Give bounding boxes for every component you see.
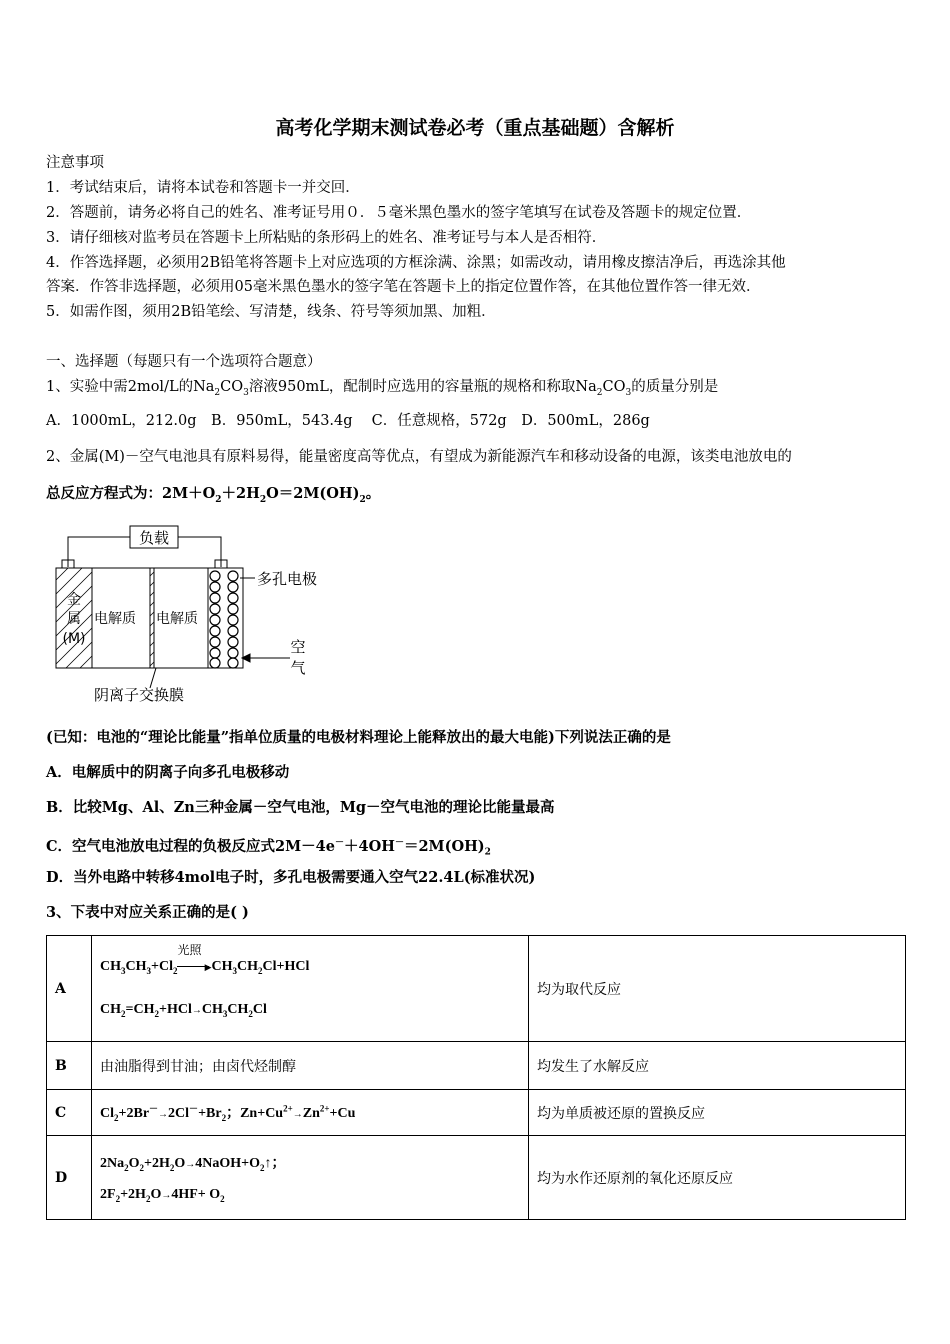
notice-item-3: 3．请仔细核对监考员在答题卡上所粘贴的条形码上的姓名、准考证号与本人是否相符． xyxy=(46,230,607,246)
row-label: B xyxy=(47,1042,92,1090)
page-title: 高考化学期末测试卷必考（重点基础题）含解析 xyxy=(275,117,675,139)
equation-c: $Cl_2+2Br^-\to 2Cl^-+Br_2$；$Zn+Cu^{2+}\to Zn^{2+}+Cu$ xyxy=(100,1103,356,1124)
metal-label xyxy=(62,592,85,647)
notice-item-4: 4．作答选择题，必须用2B铅笔将答题卡上对应选项的方框涂满、涂黑；如需改动，请用橡皮擦洁净后，再选涂其他 xyxy=(46,255,786,271)
svg-text:气: 气 xyxy=(290,659,306,677)
light-arrow: 光照 ▶ xyxy=(177,943,212,973)
membrane-label: 阴离子交换膜 xyxy=(94,686,185,704)
row-content xyxy=(92,1136,529,1220)
row-result: 均为单质被还原的置换反应 xyxy=(529,1090,906,1136)
electrolyte-left-label: 电解质 xyxy=(94,611,136,627)
q2-stem-line1: 2、金属(M)－空气电池具有原料易得，能量密度高等优点，有望成为新能源汽车和移动设备的电源，该类电池放电的 xyxy=(46,449,792,465)
q2-known: (已知：电池的“理论比能量”指单位质量的电极材料理论上能释放出的最大电能)下列说法正确的是 xyxy=(46,729,671,746)
row-result: 均为水作还原剂的氧化还原反应 xyxy=(529,1136,906,1220)
table-row xyxy=(47,1042,906,1090)
row-label: C xyxy=(47,1090,92,1136)
equation-a1: $CH_3CH_3+Cl_2$ 光照 ▶ $CH_3CH_2Cl+HCl$ xyxy=(100,943,310,976)
svg-text:金: 金 xyxy=(67,592,81,608)
table-row xyxy=(47,936,906,1042)
q2-stem-line2: 总反应方程式为：$2M+O_2+2H_2O=2M(OH)_2$。 xyxy=(46,485,381,505)
row-result: 均为取代反应 xyxy=(529,936,906,1042)
q2-option-a: A．电解质中的阴离子向多孔电极移动 xyxy=(46,764,290,781)
row-label: A xyxy=(47,936,92,1042)
q1-stem: 1、实验中需2mol/L的$Na_2CO_3$溶液950mL，配制时应选用的容量瓶的规格和称取$Na_2CO_3$的质量分别是 xyxy=(46,379,719,398)
q2-option-b: B．比较Mg、Al、Zn三种金属－空气电池，Mg－空气电池的理论比能量最高 xyxy=(46,799,555,816)
q3-table xyxy=(46,935,906,1220)
q1-options: A．1000mL，212.0g B．950mL，543.4g C．任意规格，572g D．500mL，286g xyxy=(46,413,650,429)
notice-heading: 注意事项 xyxy=(46,155,104,171)
table-row xyxy=(47,1136,906,1220)
notice-item-1: 1．考试结束后，请将本试卷和答题卡一并交回． xyxy=(46,180,360,196)
row-label: D xyxy=(47,1136,92,1220)
svg-text:空: 空 xyxy=(290,638,306,656)
table-row xyxy=(47,1090,906,1136)
section-heading: 一、选择题（每题只有一个选项符合题意） xyxy=(46,354,322,370)
battery-diagram xyxy=(50,520,340,710)
row-content xyxy=(92,1090,529,1136)
notice-item-4-cont: 答案．作答非选择题，必须用05毫米黑色墨水的签字笔在答题卡上的指定位置作答，在其他位置作答一律无效． xyxy=(46,279,761,295)
notice-item-2: 2．答题前，请务必将自己的姓名、准考证号用０．５毫米黑色墨水的签字笔填写在试卷及答题卡的规定位置． xyxy=(46,205,752,221)
q2-option-d: D．当外电路中转移4mol电子时，多孔电极需要通入空气22.4L(标准状况) xyxy=(46,869,536,886)
electrolyte-right-label: 电解质 xyxy=(156,611,198,627)
row-content: 由油脂得到甘油；由卤代烃制醇 xyxy=(92,1042,529,1090)
q2-option-c: C．空气电池放电过程的负极反应式$2M-4e^-+4OH^-=2M(OH)_2$ xyxy=(46,837,491,858)
row-content xyxy=(92,936,529,1042)
equation-d2: $2F_2+2H_2O\to 4HF+ O_2$ xyxy=(100,1186,225,1204)
equation-d1: $2Na_2O_2+2H_2O\to 4NaOH+O_2↑$； xyxy=(100,1155,286,1173)
equation-a2: $CH_2=CH_2+HCl\to CH_3CH_2Cl$ xyxy=(100,1001,267,1019)
load-label: 负载 xyxy=(138,529,170,547)
svg-text:(M): (M) xyxy=(62,631,86,647)
svg-text:属: 属 xyxy=(67,611,81,627)
row-result: 均发生了水解反应 xyxy=(529,1042,906,1090)
notice-item-5: 5．如需作图，须用2B铅笔绘、写清楚，线条、符号等须加黑、加粗． xyxy=(46,304,496,320)
porous-electrode-label: 多孔电极 xyxy=(257,570,318,588)
air-label xyxy=(290,638,305,677)
q3-stem: 3、下表中对应关系正确的是( ) xyxy=(46,904,249,921)
